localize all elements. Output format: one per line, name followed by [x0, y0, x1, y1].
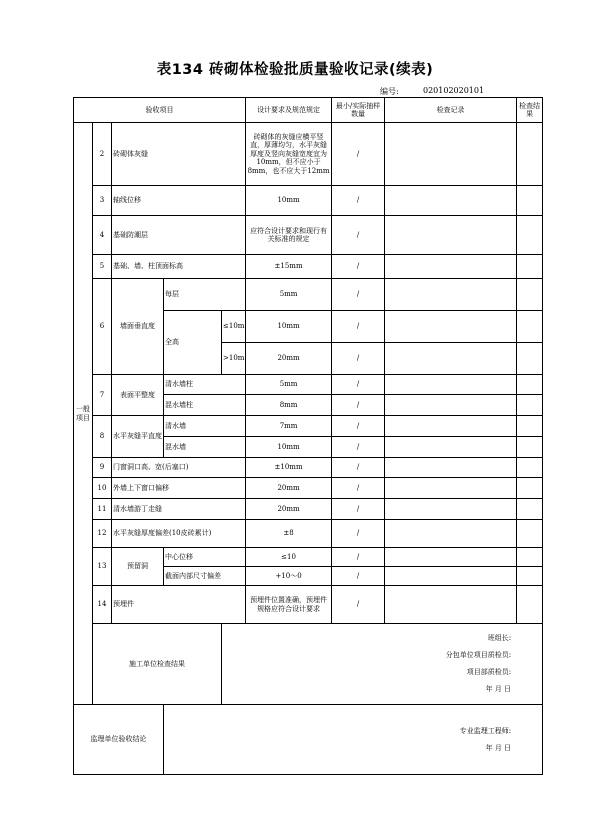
item-result — [517, 458, 543, 478]
item-record — [385, 567, 517, 586]
item-name: 预留洞 — [112, 548, 164, 586]
item-name: 砖砌体灰缝 — [112, 123, 246, 186]
item-name: 水平灰缝厚度偏差(10皮砖累计) — [112, 520, 246, 548]
table-row — [74, 586, 543, 624]
item-record — [385, 586, 517, 624]
item-number: 10 — [93, 478, 112, 499]
item-record — [385, 216, 517, 255]
item-number: 12 — [93, 520, 112, 548]
item-number: 2 — [93, 123, 112, 186]
item-sample: / — [332, 499, 385, 520]
item-number: 8 — [93, 416, 112, 458]
item-sample: / — [332, 478, 385, 499]
item-sample: / — [332, 586, 385, 624]
supervision-label: 监理单位验收结论 — [74, 705, 164, 775]
item-spec: ±8 — [246, 520, 332, 548]
item-record — [385, 375, 517, 395]
table-row — [74, 499, 543, 520]
item-result — [517, 255, 543, 279]
item-spec: 8mm — [246, 395, 332, 416]
item-spec: ≤10 — [246, 548, 332, 567]
item-record — [385, 186, 517, 216]
table-row — [74, 548, 543, 567]
item-sub-name: 清水墙 — [164, 416, 246, 437]
item-result — [517, 311, 543, 343]
item-sub-name: 截面内部尺寸偏差 — [164, 567, 246, 586]
table-row — [74, 458, 543, 478]
supervision-date: 年 月 日 — [485, 743, 512, 752]
code-label: 编号: — [380, 87, 399, 96]
item-record — [385, 123, 517, 186]
page-title: 表134 砖砌体检验批质量验收记录(续表) — [156, 62, 434, 78]
item-sample: / — [332, 343, 385, 375]
supervision-engineer-label: 专业监理工程师: — [459, 726, 512, 735]
item-sample: / — [332, 311, 385, 343]
item-result — [517, 343, 543, 375]
table-row — [74, 123, 543, 186]
item-record — [385, 395, 517, 416]
header-sample: 最小/实际抽样数量 — [332, 98, 385, 123]
team-leader-label: 班组长: — [487, 634, 512, 642]
item-spec: 应符合设计要求和现行有关标准的规定 — [246, 216, 332, 255]
item-sub-range: >10m — [222, 343, 246, 375]
item-record — [385, 343, 517, 375]
item-record — [385, 255, 517, 279]
table-row — [74, 478, 543, 499]
item-number: 9 — [93, 458, 112, 478]
item-sample: / — [332, 279, 385, 311]
sub-inspector-label: 分包单位项目质检员: — [445, 651, 512, 659]
item-spec: 10mm — [246, 186, 332, 216]
header-result: 检查结果 — [517, 98, 543, 123]
code-value: 020102020101 — [423, 86, 485, 95]
item-result — [517, 478, 543, 499]
item-number: 5 — [93, 255, 112, 279]
item-spec: 10mm — [246, 437, 332, 458]
item-name: 门窗洞口高、宽(后塞口) — [112, 458, 246, 478]
item-result — [517, 123, 543, 186]
construction-row — [74, 624, 543, 705]
item-sub-name: 每层 — [164, 279, 246, 311]
item-record — [385, 311, 517, 343]
item-name: 水平灰缝平直度 — [112, 416, 164, 458]
item-sample: / — [332, 437, 385, 458]
item-record — [385, 520, 517, 548]
item-number: 14 — [93, 586, 112, 624]
item-result — [517, 216, 543, 255]
item-result — [517, 437, 543, 458]
item-spec: 预埋件位置准确，预埋件规格应符合设计要求 — [246, 586, 332, 624]
item-sub-name: 清水墙柱 — [164, 375, 246, 395]
item-spec: 砖砌体的灰缝应横平竖直，厚薄均匀，水平灰缝厚度及竖向灰缝宽度宜为10mm，但不应小于8mm，也不应大于12mm — [246, 123, 332, 186]
item-result — [517, 520, 543, 548]
item-sample: / — [332, 458, 385, 478]
item-name: 基础防潮层 — [112, 216, 246, 255]
item-name: 墙面垂直度 — [112, 279, 164, 375]
item-spec: 20mm — [246, 343, 332, 375]
item-spec: ±15mm — [246, 255, 332, 279]
section-label: 一般项目 — [74, 123, 93, 705]
item-sub-name: 全高 — [164, 311, 222, 375]
table-row — [74, 186, 543, 216]
item-record — [385, 458, 517, 478]
item-spec: 20mm — [246, 499, 332, 520]
item-spec: 10mm — [246, 311, 332, 343]
table-row — [74, 416, 543, 437]
header-row — [74, 98, 543, 123]
item-record — [385, 548, 517, 567]
item-record — [385, 499, 517, 520]
item-sample: / — [332, 567, 385, 586]
item-sample: / — [332, 416, 385, 437]
supervision-row — [74, 705, 543, 775]
table-row — [74, 520, 543, 548]
item-record — [385, 478, 517, 499]
item-spec: 5mm — [246, 279, 332, 311]
table-row — [74, 279, 543, 311]
item-record — [385, 416, 517, 437]
item-sub-range: ≤10m — [222, 311, 246, 343]
project-inspector-label: 项目部质检员: — [466, 668, 512, 676]
construction-label: 施工单位检查结果 — [93, 624, 222, 705]
item-number: 3 — [93, 186, 112, 216]
item-record — [385, 437, 517, 458]
item-name: 表面平整度 — [112, 375, 164, 416]
header-design: 设计要求及规范规定 — [246, 98, 332, 123]
table-row — [74, 375, 543, 395]
item-spec: 20mm — [246, 478, 332, 499]
table-row — [74, 216, 543, 255]
item-number: 7 — [93, 375, 112, 416]
item-sample: / — [332, 255, 385, 279]
item-sub-name: 混水墙柱 — [164, 395, 246, 416]
item-sample: / — [332, 123, 385, 186]
item-result — [517, 375, 543, 395]
item-spec: 5mm — [246, 375, 332, 395]
item-number: 4 — [93, 216, 112, 255]
header-item: 验收项目 — [74, 98, 246, 123]
item-sample: / — [332, 548, 385, 567]
item-sub-name: 混水墙 — [164, 437, 246, 458]
item-name: 基础、墙、柱顶面标高 — [112, 255, 246, 279]
item-name: 外墙上下窗口偏移 — [112, 478, 246, 499]
item-spec: ±10mm — [246, 458, 332, 478]
item-result — [517, 279, 543, 311]
item-sample: / — [332, 395, 385, 416]
construction-date: 年 月 日 — [485, 685, 512, 693]
item-number: 13 — [93, 548, 112, 586]
item-spec: +10～0 — [246, 567, 332, 586]
construction-signatures — [222, 624, 543, 705]
item-result — [517, 499, 543, 520]
item-sample: / — [332, 186, 385, 216]
item-result — [517, 416, 543, 437]
item-record — [385, 279, 517, 311]
item-result — [517, 586, 543, 624]
item-name: 轴线位移 — [112, 186, 246, 216]
item-sample: / — [332, 520, 385, 548]
item-number: 6 — [93, 279, 112, 375]
item-name: 预埋件 — [112, 586, 246, 624]
item-result — [517, 395, 543, 416]
item-number: 11 — [93, 499, 112, 520]
item-result — [517, 567, 543, 586]
item-name: 清水墙游丁走缝 — [112, 499, 246, 520]
item-result — [517, 548, 543, 567]
supervision-signatures — [164, 705, 543, 775]
item-sample: / — [332, 375, 385, 395]
item-result — [517, 186, 543, 216]
item-sample: / — [332, 216, 385, 255]
header-record: 检查记录 — [385, 98, 517, 123]
inspection-table — [73, 97, 543, 775]
table-row — [74, 255, 543, 279]
item-spec: 7mm — [246, 416, 332, 437]
item-sub-name: 中心位移 — [164, 548, 246, 567]
